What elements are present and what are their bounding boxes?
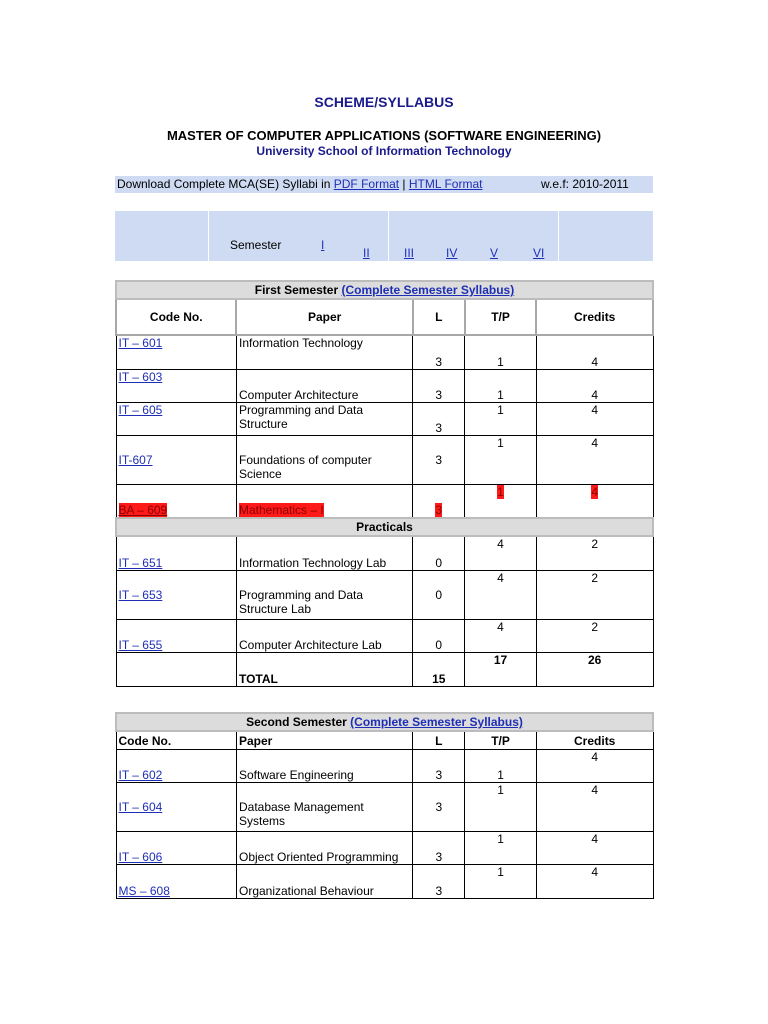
course-paper: Foundations of computer Science bbox=[236, 435, 412, 484]
table-row bbox=[116, 750, 653, 783]
course-link[interactable]: BA – 609 bbox=[118, 503, 168, 517]
course-l: 3 bbox=[413, 369, 465, 402]
course-paper: Organizational Behaviour bbox=[236, 865, 412, 899]
divider bbox=[558, 211, 559, 261]
course-link[interactable]: IT – 604 bbox=[118, 800, 163, 814]
second-semester-syllabus-link[interactable]: (Complete Semester Syllabus) bbox=[350, 715, 523, 729]
col-header-credits: Credits bbox=[536, 299, 653, 335]
course-link[interactable]: IT – 605 bbox=[118, 402, 163, 417]
course-code bbox=[116, 335, 236, 369]
highlighted-credits: 4 bbox=[591, 484, 599, 499]
course-link[interactable]: IT – 602 bbox=[118, 768, 163, 782]
semester-link-6[interactable]: VI bbox=[533, 246, 545, 260]
table-row bbox=[116, 435, 653, 484]
divider bbox=[388, 211, 389, 261]
course-tp: 4 bbox=[465, 619, 537, 652]
first-semester-table bbox=[115, 280, 654, 687]
page-title: SCHEME/SYLLABUS bbox=[314, 94, 454, 110]
course-tp: 4 bbox=[465, 570, 537, 619]
course-paper: Object Oriented Programming bbox=[236, 832, 412, 865]
course-tp: 1 bbox=[465, 335, 537, 369]
table-header-row bbox=[116, 731, 653, 750]
semester-link-4[interactable]: IV bbox=[446, 246, 458, 260]
school-name: University School of Information Technology bbox=[256, 144, 512, 158]
course-tp: 1 bbox=[465, 832, 537, 865]
course-paper: Software Engineering bbox=[236, 750, 412, 783]
course-link[interactable]: IT – 651 bbox=[118, 555, 163, 570]
course-tp: 1 bbox=[465, 402, 537, 435]
course-tp: 1 bbox=[465, 783, 537, 832]
table-header-row bbox=[116, 299, 653, 335]
col-header-credits: Credits bbox=[536, 731, 653, 750]
course-code bbox=[116, 619, 236, 652]
course-paper: Computer Architecture Lab bbox=[236, 619, 412, 652]
second-semester-table bbox=[115, 712, 654, 899]
course-l: 3 bbox=[413, 335, 465, 369]
course-code bbox=[116, 783, 236, 832]
highlighted-l: 3 bbox=[435, 503, 443, 517]
course-link[interactable]: IT – 653 bbox=[118, 587, 163, 602]
total-empty-cell bbox=[116, 652, 236, 686]
practicals-heading: Practicals bbox=[116, 518, 653, 536]
course-tp: 1 bbox=[465, 750, 537, 783]
course-credits: 2 bbox=[536, 619, 653, 652]
course-link[interactable]: IT – 655 bbox=[118, 637, 163, 652]
course-code bbox=[116, 832, 236, 865]
course-l: 0 bbox=[413, 619, 465, 652]
course-l: 0 bbox=[413, 570, 465, 619]
col-header-tp: T/P bbox=[465, 299, 537, 335]
html-format-link[interactable]: HTML Format bbox=[408, 177, 483, 191]
col-header-l: L bbox=[413, 299, 465, 335]
table-row bbox=[116, 536, 653, 570]
course-paper: Programming and Data Structure bbox=[236, 402, 412, 435]
download-prefix: Download Complete MCA(SE) Syllabi in bbox=[117, 177, 334, 191]
course-paper: Information Technology Lab bbox=[236, 536, 412, 570]
col-header-code: Code No. bbox=[116, 731, 236, 750]
table-row bbox=[116, 783, 653, 832]
col-header-l: L bbox=[413, 731, 465, 750]
course-paper: Programming and Data Structure Lab bbox=[236, 570, 412, 619]
course-code bbox=[116, 536, 236, 570]
course-credits: 4 bbox=[536, 865, 653, 899]
semester-nav bbox=[115, 211, 653, 261]
table-row bbox=[116, 570, 653, 619]
course-link[interactable]: IT – 603 bbox=[118, 369, 163, 384]
semester-label: Semester bbox=[230, 238, 282, 252]
table-row bbox=[116, 335, 653, 369]
course-l: 3 bbox=[413, 750, 465, 783]
wef-date: w.e.f: 2010-2011 bbox=[541, 177, 629, 191]
table-row bbox=[116, 369, 653, 402]
course-code bbox=[116, 402, 236, 435]
course-l: 3 bbox=[413, 865, 465, 899]
course-credits: 4 bbox=[536, 783, 653, 832]
course-code bbox=[116, 369, 236, 402]
total-credits: 26 bbox=[536, 652, 653, 686]
course-code bbox=[116, 570, 236, 619]
total-label: TOTAL bbox=[236, 652, 412, 686]
course-link[interactable]: IT – 601 bbox=[118, 336, 163, 350]
col-header-tp: T/P bbox=[465, 731, 537, 750]
course-tp: 4 bbox=[465, 536, 537, 570]
highlighted-tp: 1 bbox=[497, 484, 504, 499]
course-l: 3 bbox=[413, 402, 465, 435]
course-credits bbox=[536, 484, 653, 518]
second-semester-title: Second Semester bbox=[246, 715, 351, 729]
pdf-format-link[interactable]: PDF Format bbox=[333, 177, 400, 191]
semester-link-1[interactable]: I bbox=[321, 238, 325, 252]
course-credits: 4 bbox=[536, 435, 653, 484]
course-credits: 4 bbox=[536, 369, 653, 402]
first-semester-heading bbox=[116, 281, 653, 299]
table-row bbox=[116, 619, 653, 652]
course-l: 3 bbox=[413, 435, 465, 484]
col-header-paper: Paper bbox=[236, 299, 412, 335]
semester-link-2[interactable]: II bbox=[363, 246, 370, 260]
course-l bbox=[413, 484, 465, 518]
total-row bbox=[116, 652, 653, 686]
course-code bbox=[116, 484, 236, 518]
download-bar bbox=[115, 176, 653, 193]
course-paper: Database Management Systems bbox=[236, 783, 412, 832]
course-credits: 4 bbox=[536, 750, 653, 783]
total-tp: 17 bbox=[465, 652, 537, 686]
course-link[interactable]: IT-607 bbox=[118, 452, 153, 467]
course-paper: Information Technology bbox=[236, 335, 412, 369]
course-link[interactable]: MS – 608 bbox=[118, 884, 170, 898]
first-semester-syllabus-link[interactable]: (Complete Semester Syllabus) bbox=[341, 283, 515, 297]
course-tp: 1 bbox=[465, 435, 537, 484]
course-tp: 1 bbox=[465, 865, 537, 899]
program-title: MASTER OF COMPUTER APPLICATIONS (SOFTWARE ENGINEERING) bbox=[166, 128, 602, 143]
highlighted-paper: Mathematics – I bbox=[238, 503, 324, 517]
semester-link-3[interactable]: III bbox=[404, 246, 415, 260]
semester-link-5[interactable]: V bbox=[490, 246, 499, 260]
download-separator: | bbox=[399, 177, 409, 191]
col-header-code: Code No. bbox=[116, 299, 236, 335]
course-code bbox=[116, 750, 236, 783]
download-text bbox=[117, 176, 482, 193]
table-row bbox=[116, 865, 653, 899]
course-code bbox=[116, 865, 236, 899]
course-paper bbox=[236, 484, 412, 518]
course-credits: 4 bbox=[536, 402, 653, 435]
total-l: 15 bbox=[413, 652, 465, 686]
course-credits: 4 bbox=[536, 832, 653, 865]
col-header-paper: Paper bbox=[236, 731, 412, 750]
second-semester-heading bbox=[116, 713, 653, 731]
table-row-highlighted bbox=[116, 484, 653, 518]
course-paper: Computer Architecture bbox=[236, 369, 412, 402]
course-l: 0 bbox=[413, 536, 465, 570]
table-row bbox=[116, 402, 653, 435]
course-credits: 4 bbox=[536, 335, 653, 369]
course-code bbox=[116, 435, 236, 484]
first-semester-title: First Semester bbox=[254, 283, 342, 297]
course-credits: 2 bbox=[536, 570, 653, 619]
course-link[interactable]: IT – 606 bbox=[118, 850, 163, 864]
course-l: 3 bbox=[413, 783, 465, 832]
course-tp bbox=[465, 484, 537, 518]
course-tp: 1 bbox=[465, 369, 537, 402]
divider bbox=[208, 211, 209, 261]
course-credits: 2 bbox=[536, 536, 653, 570]
course-l: 3 bbox=[413, 832, 465, 865]
table-row bbox=[116, 832, 653, 865]
